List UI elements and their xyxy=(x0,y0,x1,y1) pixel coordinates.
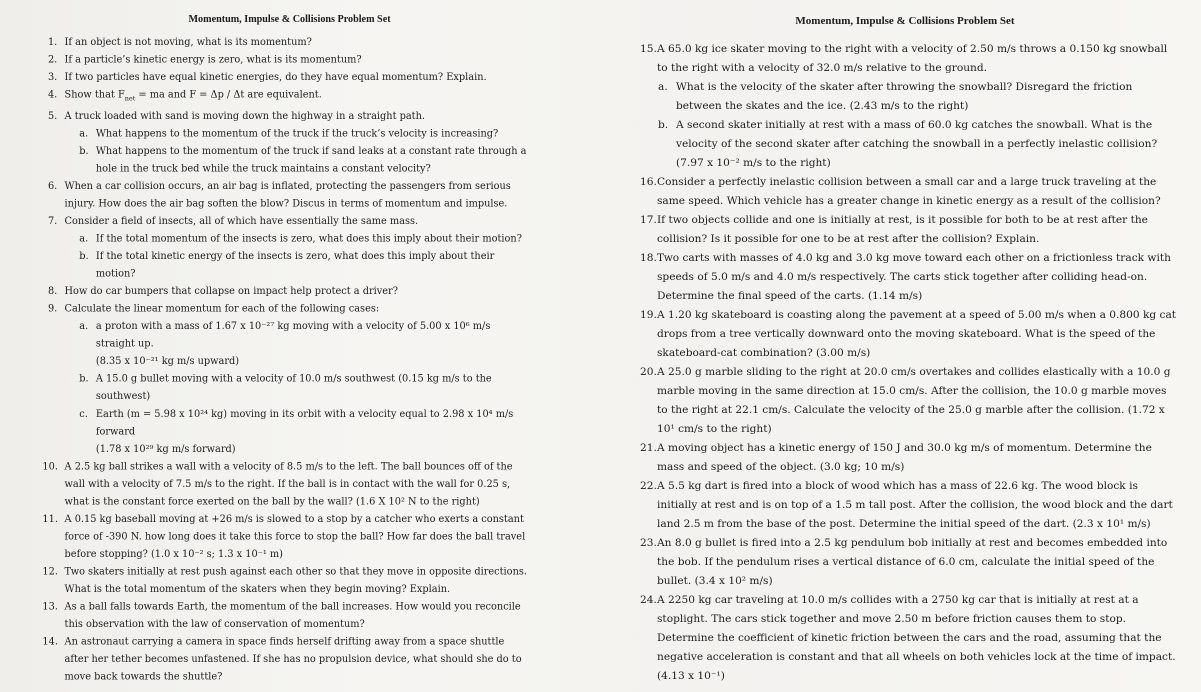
question-text: If two particles have equal kinetic energies, do they have equal momentum? Explain. xyxy=(64,71,487,83)
question-16: 16. Consider a perfectly inelastic collision between a small car and a large truck traveling at the same speed. Which vehicle has a greater change in kinetic energy as a result of the collision? xyxy=(640,176,1161,207)
question-9b: b. A 15.0 g bullet moving with a velocity of 10.0 m/s southwest (0.15 kg m/s to the southwest) xyxy=(79,373,492,403)
question-7b: b. If the total kinetic energy of the insects is zero, what does this imply about their motion? xyxy=(79,250,495,280)
question-text: How do car bumpers that collapse on impact help protect a driver? xyxy=(64,285,398,297)
question-11: 11. A 0.15 kg baseball moving at +26 m/s is slowed to a stop by a catcher who exerts a constant force of -390 N. how long does it take this force to stop the ball? How far does the ball travel before stopping? (1.0 x 10⁻² s; 1.3 x 10⁻¹ m) xyxy=(42,513,526,560)
question-22: 22. A 5.5 kg dart is fired into a block of wood which has a mass of 22.6 kg. The wood block is initially at rest and is on top of a 1.5 m tall post. After the collision, the wood block and the dart land 2.5 m from the base of the post. Determine the initial speed of the dart. (2.3 x 10¹ m/s) xyxy=(640,480,1173,530)
question-15b: b. A second skater initially at rest with a mass of 60.0 kg catches the snowball. What is the velocity of the second skater after catching the snowball in a perfectly inelastic collision? (7.97 x 10⁻² m/s to the right) xyxy=(658,119,1158,169)
question-5: 5. A truck loaded with sand is moving down the highway in a straight path. xyxy=(47,110,426,122)
question-18: 18. Two carts with masses of 4.0 kg and 3.0 kg move toward each other on a frictionless track with speeds of 5.0 m/s and 4.0 m/s respectively. The carts stick together after colliding head-on. Determine the final speed of the carts. (1.14 m/s) xyxy=(640,252,1171,302)
answer: (1.78 x 10²⁹ kg m/s forward) xyxy=(95,443,236,455)
question-text: A moving object has a kinetic energy of 150 J and 30.0 kg m/s of momentum. Determine the mass and speed of the object. (3.0 kg; 10 m/s) xyxy=(657,442,1152,473)
question-24: 24. A 2250 kg car traveling at 10.0 m/s collides with a 2750 kg car that is initially at rest at a stoplight. The cars stick together and move 2.50 m before friction causes them to stop. Determine the coefficient of kinetic friction between the cars and the road, assuming that the negative acceleration is constant and that all wheels on both vehicles lock at the time of impact. (4.13 x 10⁻¹) xyxy=(640,594,1176,682)
question-17: 17. If two objects collide and one is initially at rest, is it possible for both to be at rest after the collision? Is it possible for one to be at rest after the collision? Explain. xyxy=(640,214,1148,245)
question-text: Show that F xyxy=(64,89,125,101)
question-text: A 0.15 kg baseball moving at +26 m/s is slowed to a stop by a catcher who exerts a constant force of -390 N. how long does it take this force to stop the ball? How far does the ball travel before stopping? (1.0 x 10⁻² s; 1.3 x 10⁻¹ m) xyxy=(64,513,526,560)
question-3: 3. If two particles have equal kinetic energies, do they have equal momentum? Explain. xyxy=(47,71,487,83)
question-5a: a. What happens to the momentum of the truck if the truck’s velocity is increasing? xyxy=(79,128,499,140)
question-15: 15. A 65.0 kg ice skater moving to the right with a velocity of 2.50 m/s throws a 0.150 kg snowball to the right with a velocity of 32.0 m/s relative to the ground. xyxy=(640,43,1168,74)
question-text: A 2.5 kg ball strikes a wall with a velocity of 8.5 m/s to the left. The ball bounces off of the wall with a velocity of 7.5 m/s to the right. If the ball is in contact with the wall for 0.25 s, what is the constant force exerted on the ball by the wall? (1.6 X 10² N to the right) xyxy=(64,461,513,508)
question-text-cont: = ma and F = Δp / Δt are equivalent. xyxy=(135,89,322,101)
question-text: A 65.0 kg ice skater moving to the right with a velocity of 2.50 m/s throws a 0.150 kg snowball to the right with a velocity of 32.0 m/s relative to the ground. xyxy=(657,43,1168,74)
net-subscript: net xyxy=(124,95,136,103)
question-9: 9. Calculate the linear momentum for each of the following cases: xyxy=(47,303,380,315)
question-9c: c. Earth (m = 5.98 x 10²⁴ kg) moving in its orbit with a velocity equal to 2.98 x 10⁴ m/s forward (1.78 x 10²⁹ kg m/s forward) xyxy=(79,408,514,455)
question-text: When a car collision occurs, an air bag is inflated, protecting the passengers from serious injury. How does the air bag soften the blow? Discus in terms of momentum and impulse. xyxy=(64,180,511,210)
question-6: 6. When a car collision occurs, an air bag is inflated, protecting the passengers from serious injury. How does the air bag soften the blow? Discus in terms of momentum and impulse. xyxy=(47,180,511,210)
question-7: 7. Consider a field of insects, all of which have essentially the same mass. xyxy=(47,215,419,227)
question-20: 20. A 25.0 g marble sliding to the right at 20.0 cm/s overtakes and collides elastically with a 10.0 g marble moving in the same direction at 15.0 cm/s. After the collision, the 10.0 g marble moves to the right at 22.1 cm/s. Calculate the velocity of the 25.0 g marble after the collision. (1.72 x 10¹ cm/s to the right) xyxy=(640,366,1171,435)
question-text: Two skaters initially at rest push against each other so that they move in opposite directions. What is the total momentum of the skaters when they begin moving? Explain. xyxy=(64,566,527,595)
question-14: 14. An astronaut carrying a camera in space finds herself drifting away from a space shuttle after her tether becomes unfastened. If she has no propulsion device, what should she do to move back towards the shuttle? xyxy=(42,636,522,683)
question-text: As a ball falls towards Earth, the momentum of the ball increases. How would you reconcile this observation with the law of conservation of momentum? xyxy=(64,601,521,630)
question-text: If an object is not moving, what is its momentum? xyxy=(64,36,312,48)
question-10: 10. A 2.5 kg ball strikes a wall with a velocity of 8.5 m/s to the left. The ball bounces off of the wall with a velocity of 7.5 m/s to the right. If the ball is in contact with the wall for 0.25 s, what is the constant force exerted on the ball by the wall? (1.6 X 10² N to the right) xyxy=(42,461,513,508)
question-text: Two carts with masses of 4.0 kg and 3.0 kg move toward each other on a frictionless track with speeds of 5.0 m/s and 4.0 m/s respectively. The carts stick together after colliding head-on. Determine the final speed of the carts. (1.14 m/s) xyxy=(657,252,1171,302)
question-23: 23. An 8.0 g bullet is fired into a 2.5 kg pendulum bob initially at rest and becomes embedded into the bob. If the pendulum rises a vertical distance of 6.0 cm, calculate the initial speed of the bullet. (3.4 x 10² m/s) xyxy=(640,537,1168,587)
left-page xyxy=(0,0,553,683)
question-13: 13. As a ball falls towards Earth, the momentum of the ball increases. How would you reconcile this observation with the law of conservation of momentum? xyxy=(42,601,521,630)
question-7a: a. If the total momentum of the insects is zero, what does this imply about their motion? xyxy=(79,233,522,245)
question-text: A 1.20 kg skateboard is coasting along the pavement at a speed of 5.00 m/s when a 0.800 kg cat drops from a tree vertically downward onto the moving skateboard. What is the speed of the skateboard-cat combination? (3.00 m/s) xyxy=(657,309,1177,359)
question-text: An 8.0 g bullet is fired into a 2.5 kg pendulum bob initially at rest and becomes embedded into the bob. If the pendulum rises a vertical distance of 6.0 cm, calculate the initial speed of the bullet. (3.4 x 10² m/s) xyxy=(657,537,1168,587)
question-9a: a. a proton with a mass of 1.67 x 10⁻²⁷ kg moving with a velocity of 5.00 x 10⁶ m/s straight up. (8.35 x 10⁻²¹ kg m/s upward) xyxy=(79,320,491,368)
question-21: 21. A moving object has a kinetic energy of 150 J and 30.0 kg m/s of momentum. Determine the mass and speed of the object. (3.0 kg; 10 m/s) xyxy=(640,442,1152,473)
question-text: A truck loaded with sand is moving down the highway in a straight path. xyxy=(64,110,426,122)
question-text: A 5.5 kg dart is fired into a block of wood which has a mass of 22.6 kg. The wood block is initially at rest and is on top of a 1.5 m tall post. After the collision, the wood block and the dart land 2.5 m from the base of the post. Determine the initial speed of the dart. (2.3 x 10¹ m/s) xyxy=(657,480,1173,530)
question-text: Consider a perfectly inelastic collision between a small car and a large truck traveling at the same speed. Which vehicle has a greater change in kinetic energy as a result of the collision? xyxy=(657,176,1161,207)
question-text: An astronaut carrying a camera in space finds herself drifting away from a space shuttle after her tether becomes unfastened. If she has no propulsion device, what should she do to move back towards the shuttle? xyxy=(64,636,522,683)
question-text: If a particle’s kinetic energy is zero, what is its momentum? xyxy=(64,54,362,66)
question-list xyxy=(640,40,1180,686)
question-1: 1. If an object is not moving, what is its momentum? xyxy=(47,36,312,48)
question-19: 19. A 1.20 kg skateboard is coasting along the pavement at a speed of 5.00 m/s when a 0.800 kg cat drops from a tree vertically downward onto the moving skateboard. What is the speed of the skateboard-cat combination? (3.00 m/s) xyxy=(640,309,1177,359)
question-15a: a. What is the velocity of the skater after throwing the snowball? Disregard the friction between the skates and the ice. (2.43 m/s to the right) xyxy=(658,81,1133,112)
page-title: Momentum, Impulse & Collisions Problem Set xyxy=(795,15,1015,27)
question-2: 2. If a particle’s kinetic energy is zero, what is its momentum? xyxy=(47,54,362,66)
right-page xyxy=(610,0,1201,692)
question-8: 8. How do car bumpers that collapse on impact help protect a driver? xyxy=(47,285,398,297)
question-text: If two objects collide and one is initially at rest, is it possible for both to be at rest after the collision? Is it possible for one to be at rest after the collision? Explain. xyxy=(657,214,1148,245)
question-4: 4. Show that $F_{net}$ = ma and F = Δp / Δt are equivalent. xyxy=(47,89,322,103)
question-text: Consider a field of insects, all of which have essentially the same mass. xyxy=(64,215,419,227)
question-12: 12. Two skaters initially at rest push against each other so that they move in opposite directions. What is the total momentum of the skaters when they begin moving? Explain. xyxy=(42,566,527,595)
page-title: Momentum, Impulse & Collisions Problem Set xyxy=(188,13,391,25)
question-text: A 2250 kg car traveling at 10.0 m/s collides with a 2750 kg car that is initially at rest at a stoplight. The cars stick together and move 2.50 m before friction causes them to stop. Determine the coefficient of kinetic friction between the cars and the road, assuming that the negative acceleration is constant and that all wheels on both vehicles lock at the time of impact. (4.13 x 10⁻¹) xyxy=(657,594,1176,682)
question-5b: b. What happens to the momentum of the truck if sand leaks at a constant rate through a hole in the truck bed while the truck maintains a constant velocity? xyxy=(79,145,527,175)
question-text: A 25.0 g marble sliding to the right at 20.0 cm/s overtakes and collides elastically with a 10.0 g marble moving in the same direction at 15.0 cm/s. After the collision, the 10.0 g marble moves to the right at 22.1 cm/s. Calculate the velocity of the 25.0 g marble after the collision. (1.72 x 10¹ cm/s to the right) xyxy=(657,366,1171,435)
question-text: Calculate the linear momentum for each of the following cases: xyxy=(64,303,380,315)
question-list xyxy=(42,34,527,686)
answer: (8.35 x 10⁻²¹ kg m/s upward) xyxy=(95,356,240,368)
